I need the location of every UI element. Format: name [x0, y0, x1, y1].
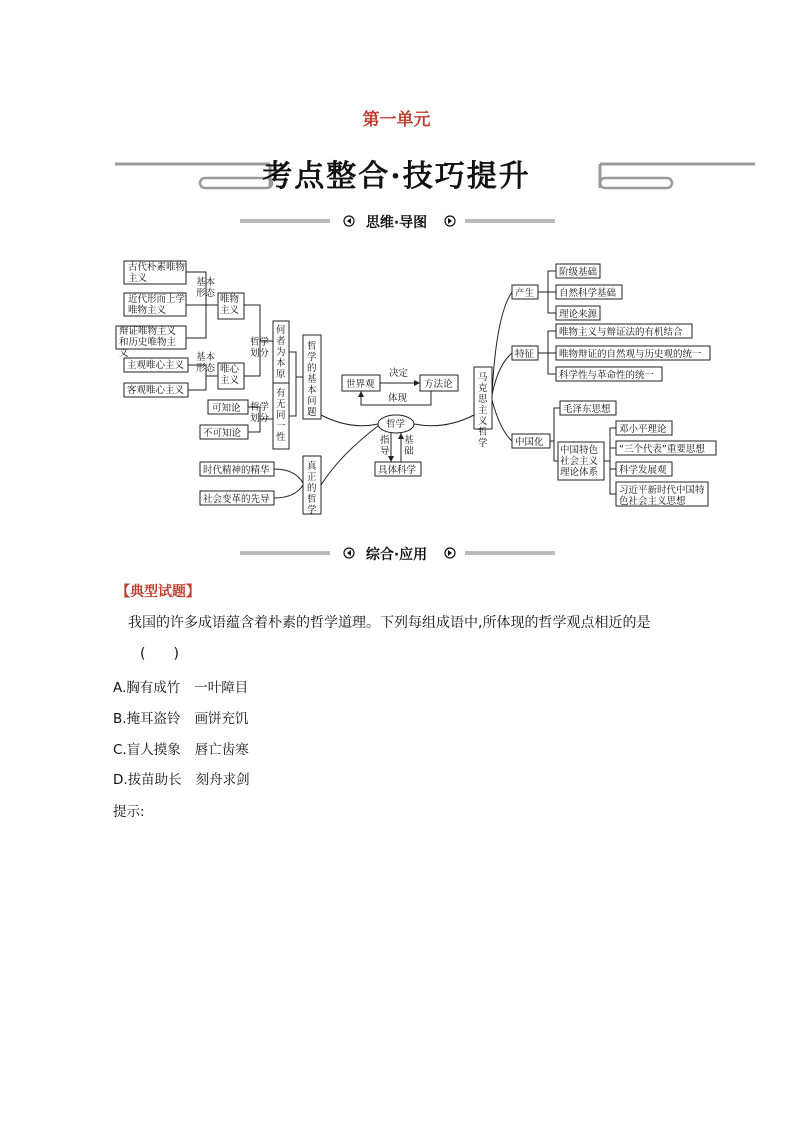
mao-thought-node: 毛泽东思想: [563, 404, 611, 415]
idealism-node: 唯心主义: [220, 364, 240, 386]
identity-node: 有无同一性: [276, 388, 286, 443]
true-philosophy-node: 真正的哲学: [307, 461, 317, 516]
materialism-node: 唯物主义: [220, 294, 240, 316]
era-spirit-node: 时代精神的精华: [203, 465, 270, 476]
mind-map: [110, 255, 722, 517]
basic-question-node: 哲学的基本问题: [307, 341, 317, 418]
knowable-node: 可知论: [212, 403, 241, 414]
features-node: 特征: [515, 349, 535, 360]
worldview-node: 世界观: [346, 379, 375, 390]
section-title-application: 综合·应用: [365, 547, 428, 563]
unknowable-node: 不可知论: [203, 428, 242, 439]
division-label-2: 哲学划分: [250, 402, 270, 424]
option-a[interactable]: A.胸有成竹 一叶障目: [113, 680, 249, 696]
hint-label: 提示:: [113, 804, 145, 820]
basis-label: 基础: [404, 435, 414, 457]
decides-label: 决定: [389, 368, 409, 379]
scientific-development: 科学发展观: [619, 465, 667, 476]
option-d[interactable]: D.拔苗助长 刻舟求剑: [113, 772, 250, 788]
feature-3: 科学性与革命性的统一: [559, 370, 655, 381]
section-title-mindmap: 思维·导图: [365, 215, 428, 231]
basic-forms-label-1: 基本形态: [196, 277, 216, 299]
embodies-label: 体现: [388, 393, 408, 404]
idealism-objective: 客观唯心主义: [127, 385, 185, 396]
sinicization-node: 中国化: [515, 437, 544, 448]
answer-blank: ( ): [140, 646, 179, 662]
origin-theory-source: 理论来源: [559, 309, 598, 320]
origin-science-basis: 自然科学基础: [559, 288, 617, 299]
unit-title: 第一单元: [362, 110, 431, 130]
question-tag: 【典型试题】: [116, 584, 200, 600]
option-b[interactable]: B.掩耳盗铃 画饼充饥: [113, 711, 249, 727]
marxism-node: 马克思主义哲学: [478, 372, 488, 449]
banner-title: 考点整合·技巧提升: [262, 159, 531, 194]
basic-forms-label-2: 基本形态: [196, 352, 216, 374]
which-first-node: 何者为本原: [276, 325, 286, 380]
guides-label: 指导: [380, 435, 390, 457]
materialism-ancient: 古代朴素唯物主义: [128, 262, 186, 284]
three-represents: “三个代表”重要思想: [619, 444, 705, 455]
feature-2: 唯物辩证的自然观与历史观的统一: [559, 349, 702, 360]
origin-class-basis: 阶级基础: [559, 267, 598, 278]
materialism-modern: 近代形而上学唯物主义: [128, 294, 186, 316]
materialism-dialectical: 辩证唯物主义和历史唯物主义: [119, 326, 177, 359]
theory-system-node: 中国特色社会主义理论体系: [560, 445, 599, 478]
methodology-node: 方法论: [424, 379, 453, 390]
philosophy-node: 哲学: [386, 419, 406, 430]
idealism-subjective: 主观唯心主义: [127, 360, 185, 371]
feature-1: 唯物主义与辩证法的有机结合: [559, 327, 683, 338]
deng-theory: 邓小平理论: [619, 424, 667, 435]
xi-thought: 习近平新时代中国特色社会主义思想: [619, 485, 705, 507]
option-c[interactable]: C.盲人摸象 唇亡齿寒: [113, 742, 249, 758]
social-reform-node: 社会变革的先导: [203, 494, 270, 505]
division-label-1: 哲学划分: [250, 337, 270, 359]
specific-science-node: 具体科学: [378, 465, 417, 476]
question-stem: 我国的许多成语蕴含着朴素的哲学道理。下列每组成语中,所体现的哲学观点相近的是: [128, 615, 651, 631]
origin-node: 产生: [515, 288, 535, 299]
